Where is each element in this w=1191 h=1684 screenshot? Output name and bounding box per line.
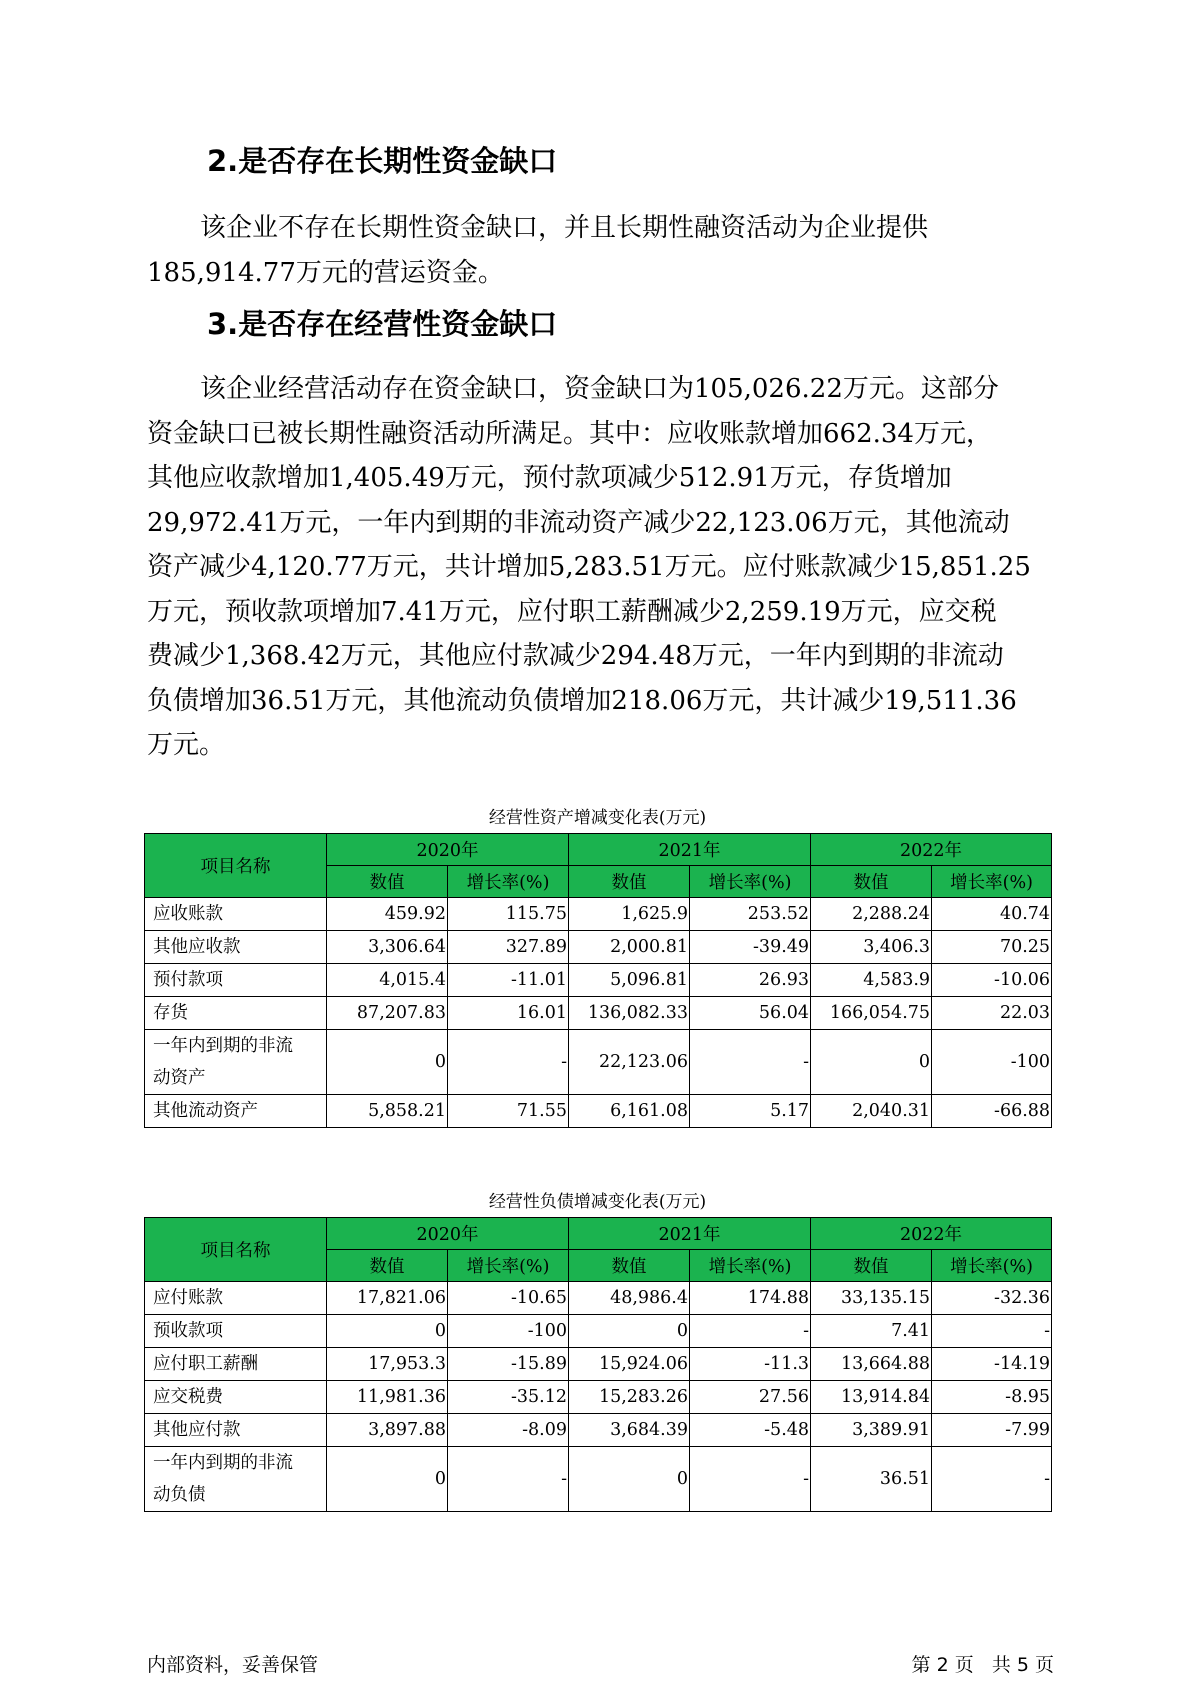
header-item-name: 项目名称 <box>145 1218 327 1282</box>
cell-growth-rate: 5.17 <box>690 1095 811 1128</box>
cell-value: 17,821.06 <box>327 1282 448 1315</box>
cell-growth-rate: -15.89 <box>448 1348 569 1381</box>
table-row <box>145 1315 1052 1348</box>
cell-value: 48,986.4 <box>569 1282 690 1315</box>
header-year: 2022年 <box>811 1218 1052 1250</box>
paragraph-line: 万元。 <box>147 730 226 760</box>
cell-growth-rate: -11.01 <box>448 964 569 997</box>
cell-value: 0 <box>569 1315 690 1348</box>
cell-growth-rate: - <box>448 1030 569 1095</box>
paragraph-line: 该企业经营活动存在资金缺口，资金缺口为105,026.22万元。这部分 <box>200 374 999 404</box>
table-row <box>145 997 1052 1030</box>
cell-growth-rate: -7.99 <box>932 1414 1052 1447</box>
header-year: 2020年 <box>327 834 569 866</box>
row-item-name <box>145 1414 327 1447</box>
cell-value: 3,684.39 <box>569 1414 690 1447</box>
row-item-name-line: 动资产 <box>153 1068 206 1088</box>
operating-liabilities-table <box>144 1217 1052 1512</box>
row-item-name-line: 其他流动资产 <box>153 1101 258 1121</box>
cell-growth-rate: 40.74 <box>932 898 1052 931</box>
cell-growth-rate: -5.48 <box>690 1414 811 1447</box>
cell-value: 3,306.64 <box>327 931 448 964</box>
cell-value: 5,096.81 <box>569 964 690 997</box>
cell-growth-rate: 115.75 <box>448 898 569 931</box>
cell-growth-rate: -8.95 <box>932 1381 1052 1414</box>
paragraph-operating-funding <box>147 367 1047 768</box>
cell-value: 2,000.81 <box>569 931 690 964</box>
cell-growth-rate: -32.36 <box>932 1282 1052 1315</box>
header-growth-rate: 增长率(%) <box>932 1250 1052 1282</box>
operating-assets-table <box>144 833 1052 1128</box>
row-item-name <box>145 1381 327 1414</box>
row-item-name-line: 应付账款 <box>153 1288 223 1308</box>
paragraph-line: 费减少1,368.42万元，其他应付款减少294.48万元，一年内到期的非流动 <box>147 641 1004 671</box>
row-item-name-line: 应收账款 <box>153 904 223 924</box>
cell-growth-rate: 71.55 <box>448 1095 569 1128</box>
row-item-name-line: 其他应付款 <box>153 1420 241 1440</box>
row-item-name-line: 应付职工薪酬 <box>153 1354 258 1374</box>
row-item-name <box>145 997 327 1030</box>
cell-growth-rate: -35.12 <box>448 1381 569 1414</box>
row-item-name-line: 一年内到期的非流 <box>153 1453 293 1473</box>
cell-growth-rate: 327.89 <box>448 931 569 964</box>
cell-value: 3,389.91 <box>811 1414 932 1447</box>
row-item-name <box>145 1282 327 1315</box>
cell-growth-rate: -8.09 <box>448 1414 569 1447</box>
header-value: 数值 <box>811 866 932 898</box>
cell-growth-rate: 26.93 <box>690 964 811 997</box>
paragraph-line: 185,914.77万元的营运资金。 <box>147 257 504 288</box>
cell-growth-rate: -10.06 <box>932 964 1052 997</box>
header-growth-rate: 增长率(%) <box>448 1250 569 1282</box>
paragraph-line: 其他应收款增加1,405.49万元，预付款项减少512.91万元，存货增加 <box>147 463 952 493</box>
header-value: 数值 <box>327 866 448 898</box>
cell-value: 0 <box>327 1447 448 1512</box>
row-item-name-line: 预收款项 <box>153 1321 223 1341</box>
cell-value: 0 <box>811 1030 932 1095</box>
cell-value: 2,288.24 <box>811 898 932 931</box>
cell-value: 4,015.4 <box>327 964 448 997</box>
header-value: 数值 <box>569 866 690 898</box>
cell-value: 136,082.33 <box>569 997 690 1030</box>
row-item-name-line: 动负债 <box>153 1485 206 1505</box>
section-heading-3: 3.是否存在经营性资金缺口 <box>207 307 558 341</box>
table-caption-liabilities: 经营性负债增减变化表(万元) <box>488 1192 707 1212</box>
cell-growth-rate: - <box>932 1447 1052 1512</box>
cell-value: 11,981.36 <box>327 1381 448 1414</box>
footer-confidential-note: 内部资料，妥善保管 <box>147 1654 319 1676</box>
header-value: 数值 <box>327 1250 448 1282</box>
cell-value: 6,161.08 <box>569 1095 690 1128</box>
cell-growth-rate: 56.04 <box>690 997 811 1030</box>
cell-value: 5,858.21 <box>327 1095 448 1128</box>
row-item-name <box>145 964 327 997</box>
cell-growth-rate: 174.88 <box>690 1282 811 1315</box>
header-item-name: 项目名称 <box>145 834 327 898</box>
footer-page-number: 第 2 页 共 5 页 <box>911 1654 1054 1676</box>
cell-growth-rate: - <box>690 1030 811 1095</box>
cell-value: 13,914.84 <box>811 1381 932 1414</box>
cell-growth-rate: - <box>932 1315 1052 1348</box>
header-year: 2020年 <box>327 1218 569 1250</box>
cell-value: 459.92 <box>327 898 448 931</box>
table-row <box>145 1414 1052 1447</box>
header-year: 2022年 <box>811 834 1052 866</box>
cell-value: 7.41 <box>811 1315 932 1348</box>
row-item-name <box>145 1315 327 1348</box>
cell-growth-rate: -39.49 <box>690 931 811 964</box>
header-value: 数值 <box>569 1250 690 1282</box>
cell-growth-rate: 70.25 <box>932 931 1052 964</box>
header-year: 2021年 <box>569 1218 811 1250</box>
paragraph-line: 万元，预收款项增加7.41万元，应付职工薪酬减少2,259.19万元，应交税 <box>147 596 997 627</box>
cell-value: 13,664.88 <box>811 1348 932 1381</box>
cell-value: 2,040.31 <box>811 1095 932 1128</box>
row-item-name <box>145 898 327 931</box>
paragraph-line: 29,972.41万元，一年内到期的非流动资产减少22,123.06万元，其他流动 <box>147 507 1010 538</box>
cell-value: 22,123.06 <box>569 1030 690 1095</box>
cell-growth-rate: - <box>448 1447 569 1512</box>
cell-growth-rate: 27.56 <box>690 1381 811 1414</box>
table-row <box>145 1381 1052 1414</box>
row-item-name-line: 预付款项 <box>153 970 223 990</box>
cell-growth-rate: -11.3 <box>690 1348 811 1381</box>
table-caption-assets: 经营性资产增减变化表(万元) <box>488 808 707 828</box>
cell-value: 166,054.75 <box>811 997 932 1030</box>
table-row <box>145 1282 1052 1315</box>
table-row <box>145 898 1052 931</box>
paragraph-line: 资金缺口已被长期性融资活动所满足。其中：应收账款增加662.34万元， <box>147 418 992 449</box>
cell-value: 0 <box>327 1315 448 1348</box>
cell-value: 0 <box>569 1447 690 1512</box>
paragraph-line: 资产减少4,120.77万元，共计增加5,283.51万元。应付账款减少15,851.25 <box>147 552 1031 582</box>
cell-value: 33,135.15 <box>811 1282 932 1315</box>
header-value: 数值 <box>811 1250 932 1282</box>
row-item-name-line: 一年内到期的非流 <box>153 1036 293 1056</box>
row-item-name <box>145 931 327 964</box>
cell-value: 4,583.9 <box>811 964 932 997</box>
cell-growth-rate: -10.65 <box>448 1282 569 1315</box>
table-row <box>145 1095 1052 1128</box>
cell-growth-rate: -14.19 <box>932 1348 1052 1381</box>
cell-value: 3,406.3 <box>811 931 932 964</box>
paragraph-long-term-funding <box>147 206 1047 295</box>
table-row <box>145 1447 1052 1512</box>
table-row <box>145 1030 1052 1095</box>
cell-growth-rate: -100 <box>448 1315 569 1348</box>
header-growth-rate: 增长率(%) <box>690 866 811 898</box>
cell-value: 15,924.06 <box>569 1348 690 1381</box>
cell-growth-rate: -66.88 <box>932 1095 1052 1128</box>
row-item-name-line: 其他应收款 <box>153 937 241 957</box>
cell-growth-rate: -100 <box>932 1030 1052 1095</box>
cell-value: 36.51 <box>811 1447 932 1512</box>
cell-growth-rate: 22.03 <box>932 997 1052 1030</box>
table-row <box>145 931 1052 964</box>
header-growth-rate: 增长率(%) <box>932 866 1052 898</box>
cell-growth-rate: - <box>690 1447 811 1512</box>
table-row <box>145 1348 1052 1381</box>
cell-value: 0 <box>327 1030 448 1095</box>
table-row <box>145 964 1052 997</box>
cell-value: 87,207.83 <box>327 997 448 1030</box>
row-item-name <box>145 1447 327 1512</box>
cell-value: 17,953.3 <box>327 1348 448 1381</box>
header-growth-rate: 增长率(%) <box>448 866 569 898</box>
cell-growth-rate: 16.01 <box>448 997 569 1030</box>
header-growth-rate: 增长率(%) <box>690 1250 811 1282</box>
section-heading-2: 2.是否存在长期性资金缺口 <box>207 144 558 178</box>
cell-value: 3,897.88 <box>327 1414 448 1447</box>
cell-growth-rate: 253.52 <box>690 898 811 931</box>
row-item-name-line: 应交税费 <box>153 1387 223 1407</box>
header-year: 2021年 <box>569 834 811 866</box>
paragraph-line: 该企业不存在长期性资金缺口，并且长期性融资活动为企业提供 <box>200 213 929 243</box>
paragraph-line: 负债增加36.51万元，其他流动负债增加218.06万元，共计减少19,511.36 <box>147 685 1017 716</box>
row-item-name <box>145 1095 327 1128</box>
cell-value: 1,625.9 <box>569 898 690 931</box>
row-item-name <box>145 1030 327 1095</box>
cell-growth-rate: - <box>690 1315 811 1348</box>
row-item-name-line: 存货 <box>153 1003 188 1023</box>
cell-value: 15,283.26 <box>569 1381 690 1414</box>
row-item-name <box>145 1348 327 1381</box>
